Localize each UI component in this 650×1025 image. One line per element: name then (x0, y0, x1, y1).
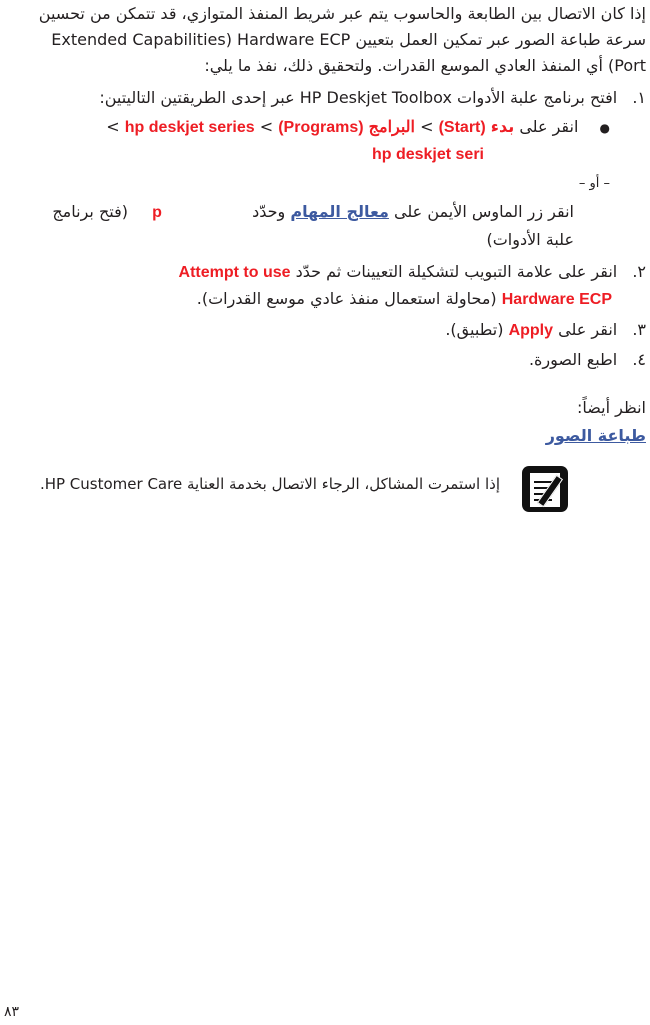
series-label: hp deskjet series (124, 119, 255, 136)
see-also-link-row (6, 426, 646, 446)
bullet-2-text-a: انقر زر الماوس الأيمن على (394, 202, 574, 221)
step-1-text: افتح برنامج علبة الأدوات HP Deskjet Toolbox عبر إحدى الطريقتين التاليتين: (99, 88, 618, 107)
bullet-2-text-b: وحدّد (252, 202, 286, 221)
or-separator: – أو – (578, 176, 610, 191)
bullet-icon: ● (599, 121, 610, 135)
bullet-1-cont (4, 144, 484, 165)
programs-menu-label: البرامج (368, 119, 415, 136)
start-menu-label: بدء (490, 117, 515, 136)
step-4 (6, 350, 646, 370)
step-3 (6, 320, 646, 341)
step-1 (6, 88, 646, 108)
intro-line-1: إذا كان الاتصال بين الطابعة والحاسوب يتم عبر شريط المنفذ المتوازي، قد تتمكن من تحسين (38, 4, 646, 23)
bullet-1 (4, 117, 610, 138)
step-3-text-b: (تطبيق). (445, 320, 504, 339)
arrow-1: > (420, 117, 434, 136)
step-2-text: انقر على علامة التبويب لتشكيلة التعيينات ثم حدّد (295, 262, 618, 281)
bullet-2-text-c: (فتح برنامج (52, 202, 128, 221)
intro-line-3: Port) أي المنفذ العادي الموسع القدرات. ولتحقيق ذلك، نفذ ما يلي: (204, 56, 646, 75)
step-1-number: ١. (632, 88, 646, 107)
bullet-2 (4, 202, 574, 223)
see-also-label: انظر أيضاً: (577, 398, 646, 417)
step-4-number: ٤. (632, 350, 646, 369)
step-2-number: ٢. (632, 262, 646, 281)
apply-label: Apply (508, 322, 554, 339)
step-2-cont (4, 289, 612, 310)
task-wizard-link[interactable]: معالج المهام (290, 202, 389, 221)
programs-label: (Programs) (278, 119, 364, 136)
step-3-text-a: انقر على (558, 320, 618, 339)
step-4-text: اطبع الصورة. (528, 350, 618, 369)
bullet-2-p: p (152, 204, 162, 221)
print-photos-link[interactable]: طباعة الصور (545, 426, 646, 445)
step-2-rest: (محاولة استعمال منفذ عادي موسع القدرات). (196, 289, 497, 308)
hardware-ecp-label: Hardware ECP (501, 291, 612, 308)
page-number: ٨٣ (4, 1004, 20, 1020)
arrow-3: > (106, 117, 120, 136)
intro-line-2: سرعة طباعة الصور عبر تمكين العمل بتعيين Extended Capabilities) Hardware ECP (51, 30, 646, 49)
attempt-label: Attempt to use (178, 264, 291, 281)
step-2 (6, 262, 646, 283)
start-label: (Start) (438, 119, 486, 136)
step-3-number: ٣. (632, 320, 646, 339)
bullet-2-cont: علبة الأدوات) (486, 230, 574, 249)
note-icon (522, 466, 568, 512)
bullet-1-text: انقر على (519, 117, 579, 136)
series-label-cont: hp deskjet seri (371, 146, 484, 163)
arrow-2: > (259, 117, 274, 136)
note-text: إذا استمرت المشاكل، الرجاء الاتصال بخدمة العناية HP Customer Care. (39, 475, 500, 493)
